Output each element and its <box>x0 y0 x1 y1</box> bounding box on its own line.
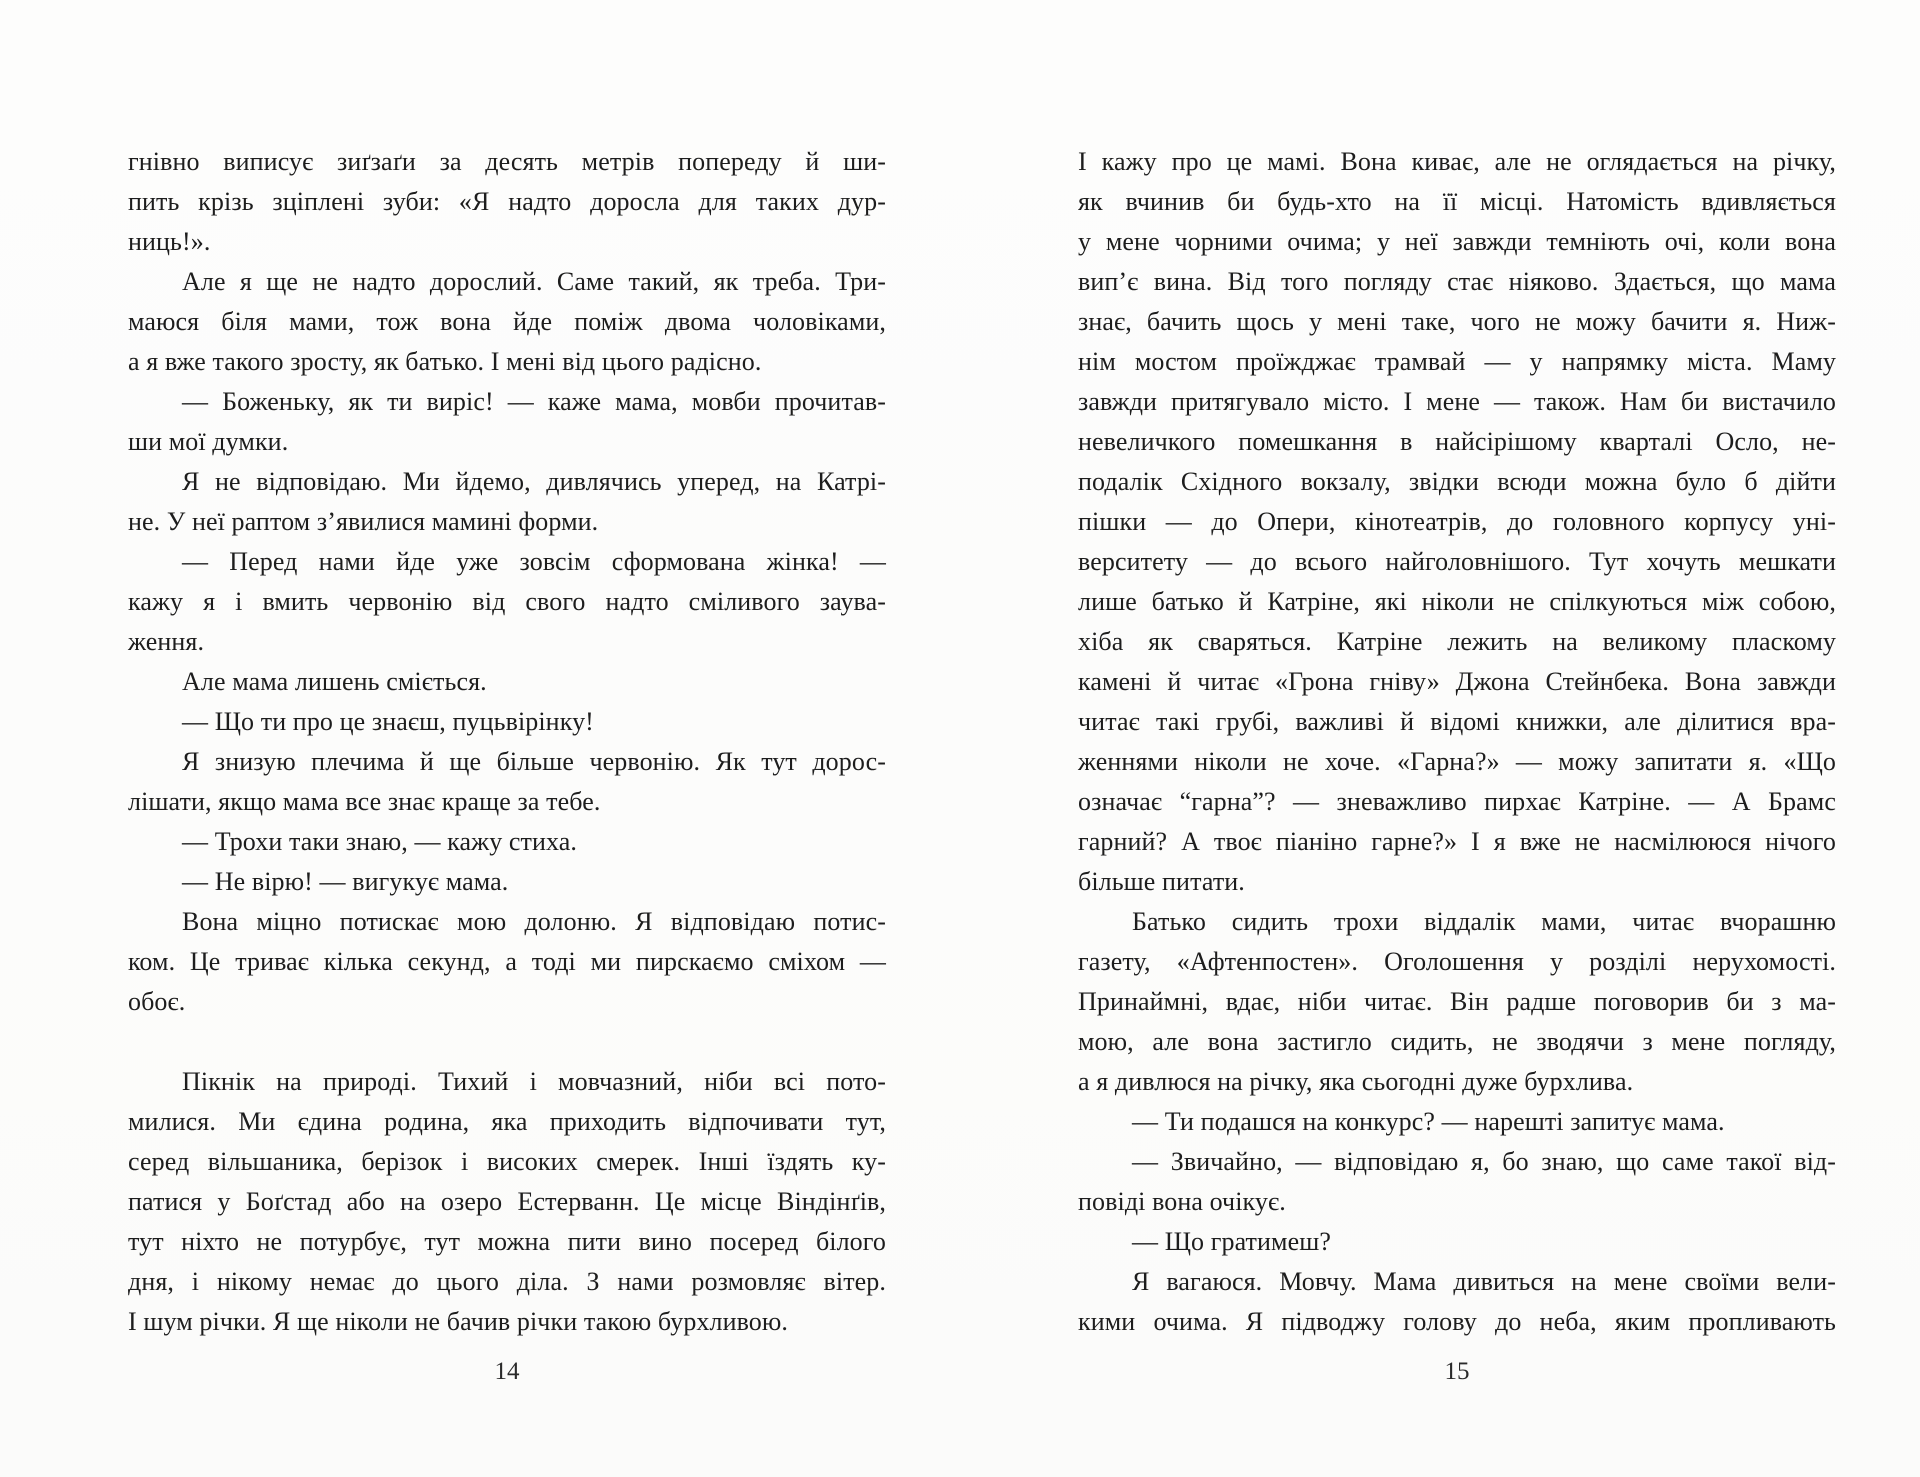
text-line: кими очима. Я підводжу голову до неба, яким пропливають <box>1078 1307 1836 1336</box>
text-line: означає “гарна”? — зневажливо пирхає Катріне. — А Брамс <box>1078 787 1836 816</box>
text-line: — Звичайно, — відповідаю я, бо знаю, що саме такої від- <box>1132 1147 1836 1176</box>
right-page <box>1078 142 1836 1386</box>
text-line: читає такі грубі, важливі й відомі книжки, але ділитися вра- <box>1078 707 1836 736</box>
text-line: верситету — до всього найголовнішого. Тут хочуть мешкати <box>1078 547 1836 576</box>
left-page <box>128 142 886 1386</box>
text-line: ши мої думки. <box>128 427 289 456</box>
text-line: а я дивлюся на річку, яка сьогодні дуже бурхлива. <box>1078 1067 1634 1096</box>
text-line: нім мостом проїжджає трамвай — у напрямку міста. Маму <box>1078 347 1836 376</box>
text-line: як вчинив би будь-хто на її місці. Натомість вдивляється <box>1078 187 1836 216</box>
text-line: мою, але вона застигло сидить, не зводячи з мене погляду, <box>1078 1027 1836 1056</box>
text-line: Я вагаюся. Мовчу. Мама дивиться на мене своїми вели- <box>1132 1267 1836 1296</box>
text-line: милися. Ми єдина родина, яка приходить відпочивати тут, <box>128 1107 886 1136</box>
left-page-text <box>128 142 886 1342</box>
text-line: Але я ще не надто дорослий. Саме такий, як треба. Три- <box>182 267 886 296</box>
text-line: Я знизую плечима й ще більше червонію. Як тут дорос- <box>182 747 886 776</box>
text-line: вип’є вина. Від того погляду стає ніяково. Здається, що мама <box>1078 267 1836 296</box>
text-line: камені й читає «Грона гніву» Джона Стейнбека. Вона завжди <box>1078 667 1836 696</box>
text-line: лішати, якщо мама все знає краще за тебе. <box>128 787 601 816</box>
text-line: Я не відповідаю. Ми йдемо, дивлячись уперед, на Катрі- <box>182 467 886 496</box>
text-line: не. У неї раптом з’явилися мамині форми. <box>128 507 599 536</box>
text-line: дня, і нікому немає до цього діла. З нами розмовляє вітер. <box>128 1267 886 1296</box>
text-line: — Боженьку, як ти виріс! — каже мама, мовби прочитав- <box>182 387 886 416</box>
text-line: у мене чорними очима; у неї завжди темніють очі, коли вона <box>1078 227 1836 256</box>
text-line: серед вільшаника, берізок і високих смерек. Інші їздять ку- <box>128 1147 886 1176</box>
text-line: газету, «Афтенпостен». Оголошення у розділі нерухомості. <box>1078 947 1836 976</box>
text-line: патися у Боґстад або на озеро Естерванн. Це місце Віндінґів, <box>128 1187 886 1216</box>
text-line: пішки — до Опери, кінотеатрів, до головного корпусу уні- <box>1078 507 1836 536</box>
text-line: подалік Східного вокзалу, звідки всюди можна було б дійти <box>1078 467 1836 496</box>
text-line: лише батько й Катріне, які ніколи не спілкуються між собою, <box>1078 587 1836 616</box>
text-line: ком. Це триває кілька секунд, а тоді ми пирскаємо сміхом — <box>128 947 886 976</box>
text-line: обоє. <box>128 987 186 1016</box>
text-line: — Трохи таки знаю, — кажу стиха. <box>182 827 578 856</box>
text-line: пить крізь зціплені зуби: «Я надто доросла для таких дур- <box>128 187 886 216</box>
text-line: Вона міцно потискає мою долоню. Я відповідаю потис- <box>182 907 886 936</box>
text-line: хіба як сваряться. Катріне лежить на великому пласкому <box>1078 627 1836 656</box>
right-page-text <box>1078 142 1836 1342</box>
text-line: Пікнік на природі. Тихий і мовчазний, ніби всі пото- <box>182 1067 886 1096</box>
text-line: більше питати. <box>1078 867 1245 896</box>
text-line: Але мама лишень сміється. <box>182 667 487 696</box>
text-line: а я вже такого зросту, як батько. І мені від цього радісно. <box>128 347 762 376</box>
text-line: — Не вірю! — вигукує мама. <box>182 867 509 896</box>
text-line: повіді вона очікує. <box>1078 1187 1286 1216</box>
text-line: гарний? А твоє піаніно гарне?» І я вже не насмілююся нічого <box>1078 827 1836 856</box>
text-line: — Перед нами йде уже зовсім сформована жінка! — <box>182 547 886 576</box>
text-line: знає, бачить щось у мені таке, чого не можу бачити я. Ниж- <box>1078 307 1836 336</box>
text-line: Батько сидить трохи віддалік мами, читає вчорашню <box>1132 907 1836 936</box>
right-page-number: 15 <box>1444 1358 1470 1385</box>
text-line: гнівно виписує зиґзаґи за десять метрів попереду й ши- <box>128 147 886 176</box>
text-line: тут ніхто не потурбує, тут можна пити вино посеред білого <box>128 1227 886 1256</box>
text-line: женнями ніколи не хоче. «Гарна?» — можу запитати я. «Що <box>1078 747 1836 776</box>
text-line: маюся біля мами, тож вона йде поміж двома чоловіками, <box>128 307 886 336</box>
left-page-number: 14 <box>494 1358 520 1385</box>
text-line: кажу я і вмить червонію від свого надто сміливого заува- <box>128 587 886 616</box>
text-line: завжди притягувало місто. І мене — також. Нам би вистачило <box>1078 387 1836 416</box>
text-line: — Що ти про це знаєш, пуцьвірінку! <box>182 707 594 736</box>
text-line: І шум річки. Я ще ніколи не бачив річки такою бурхливою. <box>128 1307 789 1336</box>
text-line: — Ти подашся на конкурс? — нарешті запитує мама. <box>1132 1107 1725 1136</box>
text-line: — Що гратимеш? <box>1132 1227 1331 1256</box>
text-line: І кажу про це мамі. Вона киває, але не оглядається на річку, <box>1078 147 1836 176</box>
text-line: ниць!». <box>128 227 211 256</box>
blank-line <box>128 1022 886 1062</box>
text-line: невеличкого помешкання в найсірішому кварталі Осло, не- <box>1078 427 1836 456</box>
text-line: Принаймні, вдає, ніби читає. Він радше поговорив би з ма- <box>1078 987 1836 1016</box>
text-line: ження. <box>128 627 205 656</box>
